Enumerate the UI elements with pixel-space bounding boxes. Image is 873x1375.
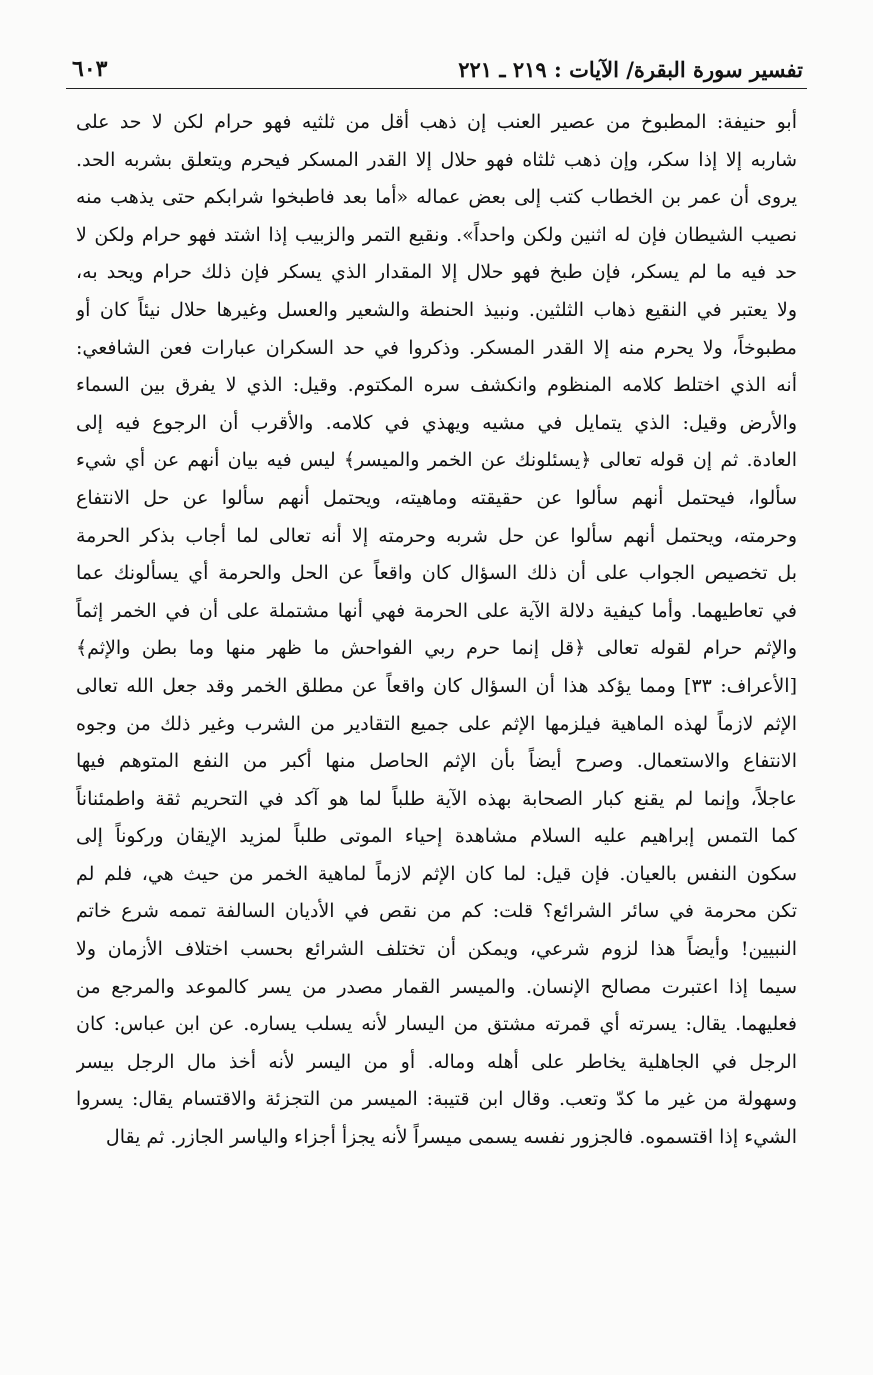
text-line: النبيين! وأيضاً هذا لزوم شرعي، ويمكن أن تختلف الشرائع بحسب اختلاف الأزمان ولا	[76, 938, 797, 961]
text-line: سألوا، فيحتمل أنهم سألوا عن حقيقته وماهيته، ويحتمل أنهم سألوا عن حل الانتفاع	[76, 486, 797, 509]
text-line: عاجلاً، وإنما لم يقنع كبار الصحابة بهذه الآية طلباً لما هو آكد في التحريم ثقة واطمئناناً	[76, 787, 797, 810]
text-line: أبو حنيفة: المطبوخ من عصير العنب إن ذهب أقل من ثلثيه فهو حرام لكن لا حد على	[76, 111, 797, 133]
text-line: بل تخصيص الجواب على أن ذلك السؤال كان واقعاً عن الحل والحرمة أي يسألونك عما	[76, 562, 797, 585]
text-line: فعليهما. يقال: يسرته أي قمرته مشتق من اليسار لأنه يسلب يساره. عن ابن عباس: كان	[76, 1013, 797, 1036]
text-line: الشيء إذا اقتسموه. فالجزور نفسه يسمى ميسراً لأنه يجزأ أجزاء والياسر الجازر. ثم يقال	[105, 1126, 797, 1149]
page-header	[72, 42, 803, 82]
text-line: وسهولة من غير ما كدّ وتعب. وقال ابن قتيبة: الميسر من التجزئة والاقتسام يقال: يسروا	[76, 1088, 797, 1111]
text-line: [الأعراف: ٣٣] ومما يؤكد هذا أن السؤال كان واقعاً عن مطلق الخمر وقد جعل الله تعالى	[76, 674, 797, 697]
text-line: أنه الذي اختلط كلامه المنظوم وانكشف سره المكتوم. وقيل: الذي لا يفرق بين السماء	[76, 374, 797, 397]
text-line: مطبوخاً، ولا يحرم منه إلا القدر المسكر. وذكروا في حد السكران عبارات فعن الشافعي:	[76, 336, 797, 359]
text-line: شاربه إلا إذا سكر، وإن ذهب ثلثاه فهو حلال إلا القدر المسكر فيحرم ويتعلق بشربه الحد.	[76, 148, 797, 171]
text-line: في تعاطيهما. وأما كيفية دلالة الآية على الحرمة فهي أنها مشتملة على أن في الخمر إثماً	[76, 599, 797, 622]
running-title: تفسير سورة البقرة/ الآيات : ٢١٩ ـ ٢٢١	[458, 57, 803, 82]
body-text	[76, 104, 797, 1157]
text-line: يروى أن عمر بن الخطاب كتب إلى بعض عماله «أما بعد فاطبخوا شرابكم حتى يذهب منه	[76, 186, 797, 209]
text-line: الإثم لازماً لهذه الماهية فيلزمها الإثم على جميع التقادير من الشرب وغير ذلك من وجوه	[76, 712, 797, 735]
text-line: كما التمس إبراهيم عليه السلام مشاهدة إحياء الموتى طلباً لمزيد الإيقان وركوناً إلى	[76, 825, 797, 848]
page-number: ٦٠٣	[72, 56, 108, 82]
text-line: الانتفاع والاستعمال. وصرح أيضاً بأن الإثم الحاصل منها أكبر من النفع المتوهم فيها	[76, 750, 797, 773]
text-line: والأرض وقيل: الذي يتمايل في مشيه ويهذي في كلامه. والأقرب أن الرجوع فيه إلى	[76, 411, 797, 434]
text-line: سكون النفس بالعيان. فإن قيل: لما كان الإثم لازماً لماهية الخمر من حيث هي، فلم لم	[76, 862, 797, 885]
text-line: حد فيه ما لم يسكر، فإن طبخ فهو حلال إلا المقدار الذي يسكر فإن ذلك حرام ويحد به،	[76, 261, 797, 284]
text-line: ولا يعتبر في النقيع ذهاب الثلثين. ونبيذ الحنطة والشعير والعسل وغيرها حلال نيئاً كان أو	[76, 298, 797, 321]
text-line: العادة. ثم إن قوله تعالى ﴿يسئلونك عن الخمر والميسر﴾ ليس فيه بيان أنهم عن أي شيء	[76, 449, 797, 472]
text-line: والإثم حرام لقوله تعالى ﴿قل إنما حرم ربي الفواحش ما ظهر منها وما بطن والإثم﴾	[76, 637, 797, 660]
header-rule	[66, 88, 807, 89]
text-line: الرجل في الجاهلية يخاطر على أهله وماله. أو من اليسر لأنه أخذ مال الرجل بيسر	[76, 1050, 797, 1073]
text-line: سيما إذا اعتبرت مصالح الإنسان. والميسر القمار مصدر من يسر كالموعد والمرجع من	[76, 975, 797, 998]
text-line: نصيب الشيطان فإن له اثنين ولكن واحداً». ونقيع التمر والزبيب إذا اشتد فهو حرام ولكن لا	[76, 223, 797, 246]
text-line: وحرمته، ويحتمل أنهم سألوا عن حل شربه وحرمته إلا أنه تعالى لما أجاب بذكر الحرمة	[76, 524, 797, 547]
text-line: تكن محرمة في سائر الشرائع؟ قلت: كم من نقص في الأديان السالفة تممه شرع خاتم	[76, 900, 797, 923]
